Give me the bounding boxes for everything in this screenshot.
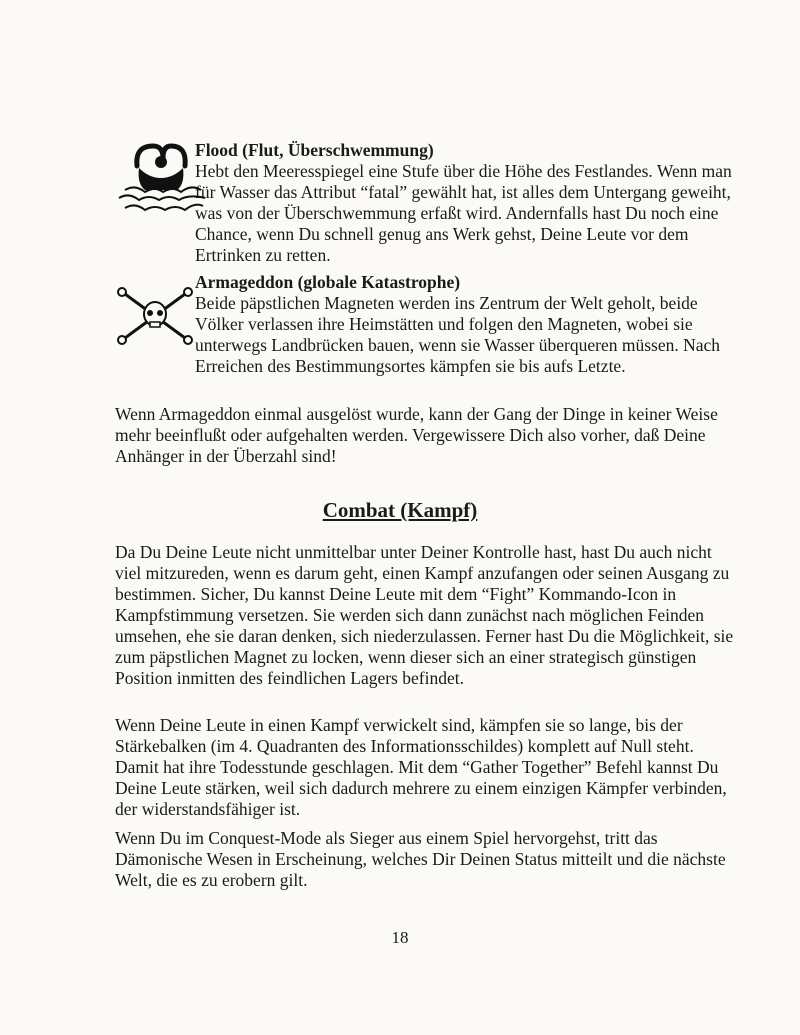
- combat-paragraph-2: Wenn Deine Leute in einen Kampf verwickelt sind, kämpfen sie so lange, bis der Stärkebalken (im 4. Quadranten des Informationsschildes) komplett auf Null steht. Damit hat ihre Todesstunde geschlagen. Mit dem “Gather Together” Befehl kannst Du Deine Leute stärken, weil sich dadurch mehrere zu einem einzigen Kämpfer verbinden, der widerstandsfähiger ist.: [115, 715, 727, 819]
- combat-paragraph-3: Wenn Du im Conquest-Mode als Sieger aus einem Spiel hervorgehst, tritt das Dämonische Wesen in Erscheinung, welches Dir Deinen Status mitteilt und die nächste Welt, die es zu erobern gilt.: [115, 828, 726, 890]
- section-heading: Combat (Kampf): [322, 498, 478, 522]
- page-number: 18: [391, 928, 409, 947]
- armageddon-note: Wenn Armageddon einmal ausgelöst wurde, kann der Gang der Dinge in keiner Weise mehr beeinflußt oder aufgehalten werden. Vergewissere Dich also vorher, daß Deine Anhänger in der Überzahl sind!: [115, 404, 718, 466]
- entry-flood: [115, 140, 735, 266]
- entry-title: Flood (Flut, Überschwemmung): [195, 140, 434, 160]
- entry-description: Hebt den Meeresspiegel eine Stufe über die Höhe des Festlandes. Wenn man für Wasser das Attribut “fatal” gewählt hat, ist alles dem Untergang geweiht, was von der Überschwemmung erfaßt wird. Andernfalls hast Du noch eine Chance, wenn Du schnell genug ans Werk gehst, Deine Leute vor dem Ertrinken zu retten.: [195, 161, 732, 265]
- entry-armageddon: [115, 272, 735, 377]
- combat-paragraph-1: Da Du Deine Leute nicht unmittelbar unter Deiner Kontrolle hast, hast Du auch nicht viel mitzureden, wenn es darum geht, einen Kampf anzufangen oder seinen Ausgang zu bestimmen. Sicher, Du kannst Deine Leute mit dem “Fight” Kommando-Icon in Kampfstimmung versetzen. Sie werden sich dann zunächst nach möglichen Feinden umsehen, ehe sie daran denken, sich niederzulassen. Ferner hast Du die Möglichkeit, sie zum päpstlichen Magnet zu locken, wenn dieser sich an einer strategisch günstigen Position inmitten des feindlichen Lagers befindet.: [115, 542, 734, 688]
- drowning-person-icon: [115, 140, 207, 225]
- skull-crossbones-icon: [115, 286, 195, 351]
- entry-description: Beide päpstlichen Magneten werden ins Zentrum der Welt geholt, beide Völker verlassen ihre Heimstätten und folgen den Magneten, wobei sie unterwegs Landbrücken bauen, wenn sie Wasser überqueren müssen. Nach Erreichen des Bestimmungsortes kämpfen sie bis aufs Letzte.: [195, 293, 721, 376]
- entry-title: Armageddon (globale Katastrophe): [195, 272, 461, 292]
